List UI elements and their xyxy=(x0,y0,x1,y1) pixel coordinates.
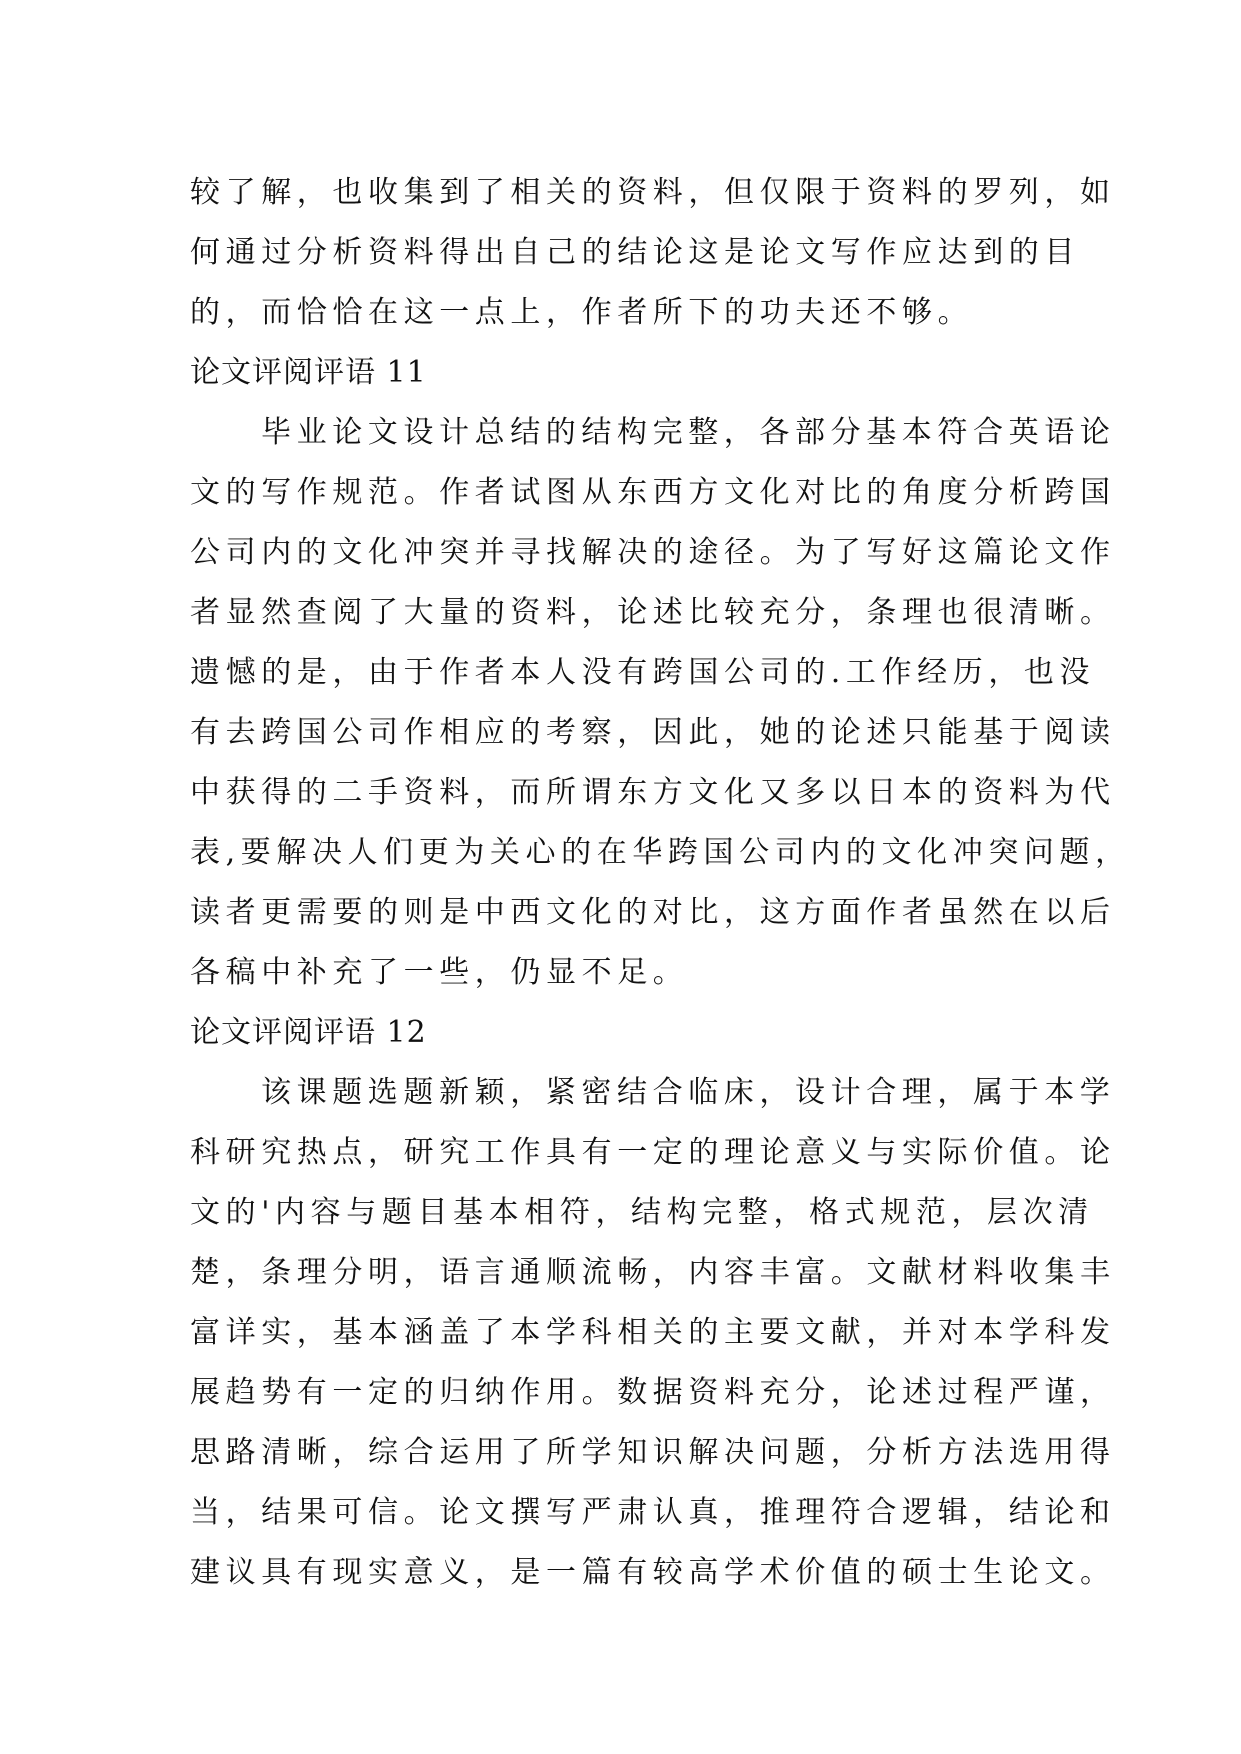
paragraph-line: 富详实，基本涵盖了本学科相关的主要文献，并对本学科发 xyxy=(190,1315,1116,1350)
paragraph-line: 者显然查阅了大量的资料，论述比较充分，条理也很清晰。 xyxy=(190,595,1116,630)
paragraph-line: 的，而恰恰在这一点上，作者所下的功夫还不够。 xyxy=(190,295,974,330)
paragraph-line: 有去跨国公司作相应的考察，因此，她的论述只能基于阅读 xyxy=(190,715,1116,750)
paragraph-line: 各稿中补充了一些，仍显不足。 xyxy=(190,955,689,990)
paragraph-line: 该课题选题新颖，紧密结合临床，设计合理，属于本学 xyxy=(261,1075,1116,1110)
paragraph-line: 遗憾的是，由于作者本人没有跨国公司的.工作经历，也没 xyxy=(190,655,1096,690)
paragraph-line: 何通过分析资料得出自己的结论这是论文写作应达到的目 xyxy=(190,235,1080,270)
paragraph-line: 表,要解决人们更为关心的在华跨国公司内的文化冲突问题， xyxy=(190,835,1131,870)
paragraph-line: 思路清晰，综合运用了所学知识解决问题，分析方法选用得 xyxy=(190,1435,1116,1470)
section-11 xyxy=(190,343,1131,1003)
section-12 xyxy=(190,1003,1116,1603)
paragraph-line: 文的写作规范。作者试图从东西方文化对比的角度分析跨国 xyxy=(190,475,1116,510)
paragraph-line: 毕业论文设计总结的结构完整，各部分基本符合英语论 xyxy=(261,415,1116,450)
section-heading: 论文评阅评语 11 xyxy=(190,355,427,390)
paragraph-line: 较了解，也收集到了相关的资料，但仅限于资料的罗列，如 xyxy=(190,175,1116,210)
paragraph-line: 当，结果可信。论文撰写严肃认真，推理符合逻辑，结论和 xyxy=(190,1495,1116,1530)
paragraph-line: 读者更需要的则是中西文化的对比，这方面作者虽然在以后 xyxy=(190,895,1116,930)
paragraph-line: 建议具有现实意义，是一篇有较高学术价值的硕士生论文。 xyxy=(190,1555,1116,1590)
section-heading: 论文评阅评语 12 xyxy=(190,1015,427,1050)
paragraph-line: 展趋势有一定的归纳作用。数据资料充分，论述过程严谨， xyxy=(190,1375,1116,1410)
paragraph-line: 中获得的二手资料，而所谓东方文化又多以日本的资料为代 xyxy=(190,775,1116,810)
paragraph-line: 公司内的文化冲突并寻找解决的途径。为了写好这篇论文作 xyxy=(190,535,1116,570)
paragraph-line: 科研究热点，研究工作具有一定的理论意义与实际价值。论 xyxy=(190,1135,1116,1170)
paragraph-line: 楚，条理分明，语言通顺流畅，内容丰富。文献材料收集丰 xyxy=(190,1255,1116,1290)
paragraph-line: 文的'内容与题目基本相符，结构完整，格式规范，层次清 xyxy=(190,1195,1094,1230)
intro-paragraph xyxy=(190,163,1116,343)
